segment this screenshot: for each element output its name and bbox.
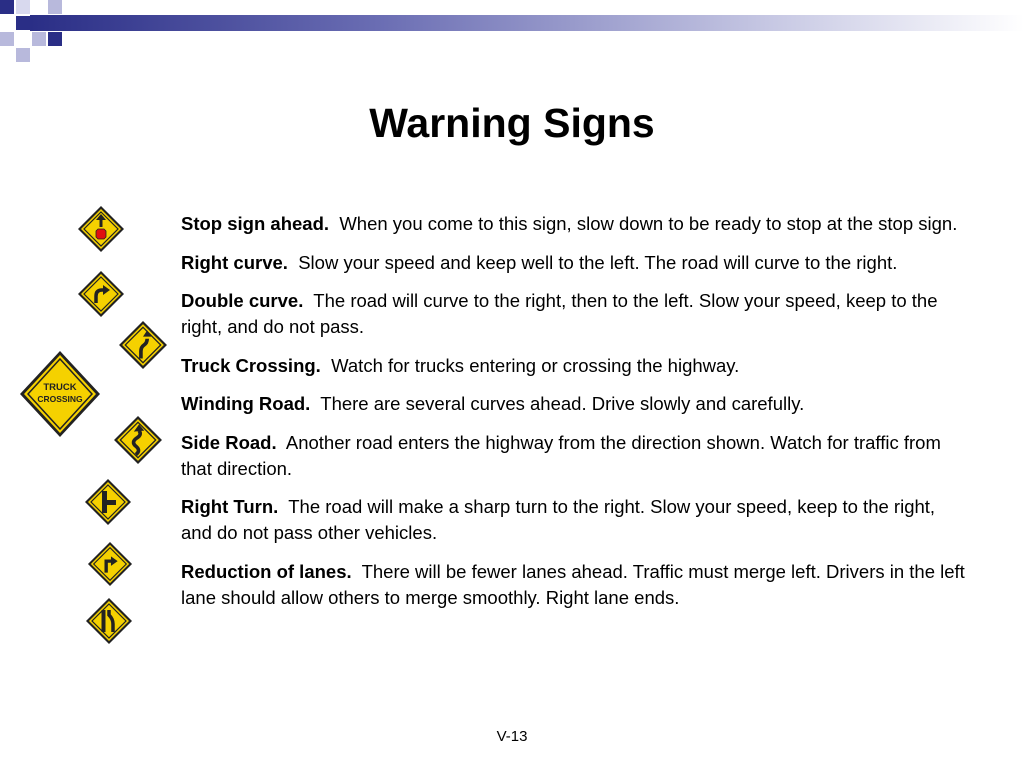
header-gradient-bar	[30, 15, 1024, 31]
list-item	[181, 250, 971, 276]
list-item	[181, 391, 971, 417]
list-item	[181, 211, 971, 237]
list-item	[181, 430, 971, 482]
item-term: Right curve.	[181, 251, 288, 273]
list-item	[181, 288, 971, 340]
item-description: There are several curves ahead. Drive slowly and carefully.	[320, 393, 805, 414]
list-item	[181, 353, 971, 379]
item-description: When you come to this sign, slow down to be ready to stop at the stop sign.	[339, 213, 958, 234]
lane-reduction-sign-icon	[85, 597, 133, 645]
list-item	[181, 559, 971, 611]
item-term: Truck Crossing.	[181, 354, 321, 376]
stop-ahead-sign-icon	[77, 205, 125, 253]
side-road-sign-icon	[84, 478, 132, 526]
header-decoration	[0, 0, 1024, 62]
item-term: Side Road.	[181, 431, 277, 453]
item-description: The road will make a sharp turn to the right. Slow your speed, keep to the right, and do not pass other vehicles.	[181, 496, 936, 543]
item-term: Right Turn.	[181, 496, 279, 517]
item-description: Watch for trucks entering or crossing the highway.	[331, 354, 740, 376]
list-item	[181, 494, 971, 546]
item-description: The road will curve to the right, then to the left. Slow your speed, keep to the right, and do not pass.	[181, 290, 938, 337]
decor-square	[16, 48, 30, 62]
decor-square	[48, 32, 62, 46]
item-description: There will be fewer lanes ahead. Traffic must merge left. Drivers in the left lane should allow others to merge smoothly. Right lane ends.	[181, 560, 965, 608]
warning-sign-list	[181, 211, 971, 623]
slide-number: V-13	[496, 728, 528, 745]
right-curve-sign-icon	[77, 270, 125, 318]
truck-sign-line-1: TRUCK	[43, 382, 77, 393]
decor-square	[48, 0, 62, 14]
decor-square	[0, 32, 14, 46]
truck-sign-line-2: CROSSING	[37, 394, 83, 404]
truck-crossing-sign-icon	[19, 350, 101, 438]
item-description: Another road enters the highway from the direction shown. Watch for traffic from that direction.	[181, 431, 941, 479]
item-term: Stop sign ahead.	[181, 213, 330, 234]
decor-square	[0, 0, 14, 14]
slide-title: Warning Signs	[369, 100, 655, 146]
decor-square	[16, 16, 30, 30]
item-term: Reduction of lanes.	[181, 560, 352, 582]
right-turn-sign-icon	[87, 541, 133, 587]
decor-square	[16, 0, 30, 14]
item-term: Winding Road.	[181, 393, 311, 414]
decor-square	[32, 32, 46, 46]
item-description: Slow your speed and keep well to the left. The road will curve to the right.	[298, 251, 898, 273]
winding-road-sign-icon	[113, 415, 163, 465]
double-curve-sign-icon	[118, 320, 168, 370]
item-term: Double curve.	[181, 290, 304, 311]
